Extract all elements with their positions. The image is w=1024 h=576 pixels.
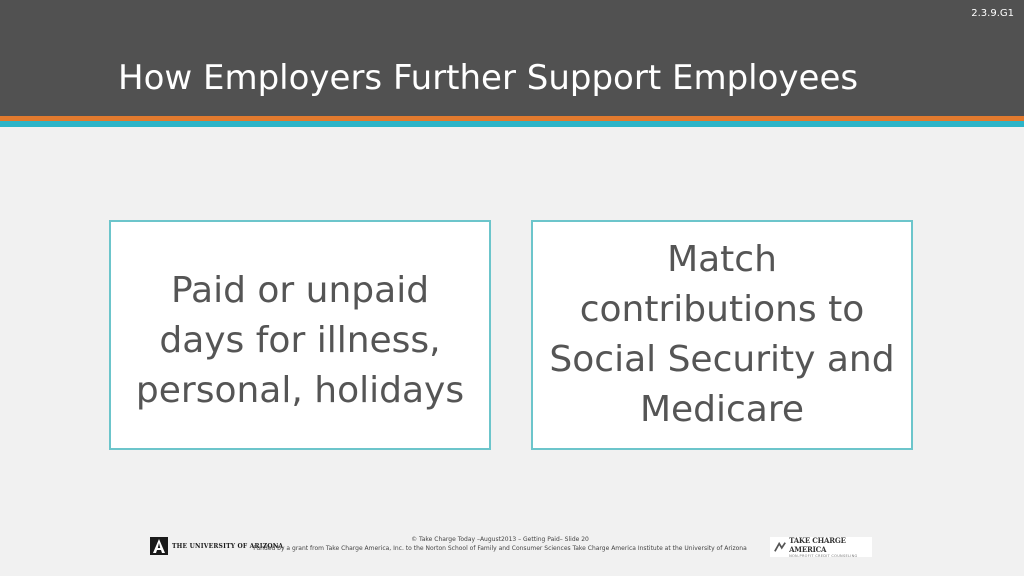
slide-code: 2.3.9.G1 [971,8,1014,19]
slide-title: How Employers Further Support Employees [118,58,859,98]
sponsor-logo-name: TAKE CHARGE AMERICA [789,536,846,554]
teal-divider-stripe [0,121,1024,127]
take-charge-america-logo [770,537,872,557]
university-a-icon [150,537,168,555]
university-logo-text: THE UNIVERSITY OF ARIZONA [172,542,284,550]
benefit-card-match-contributions [531,220,913,450]
footer-funding: Funded by a grant from Take Charge America, Inc. to the Norton School of Family and Consumer Sciences Take Charge America Institute at the University of Arizona [253,545,747,552]
benefit-card-text: Match contributions to Social Security and Medicare [549,239,895,430]
benefit-card-paid-days [109,220,491,450]
benefit-card-text: Paid or unpaid days for illness, personal, holidays [135,270,465,411]
slide-header [0,0,1024,116]
take-charge-swoosh-icon [774,540,786,554]
footer-credits [240,535,760,553]
footer-copyright: © Take Charge Today –August2013 – Getting Paid– Slide 20 [411,536,589,543]
sponsor-logo-subtitle: NON-PROFIT CREDIT COUNSELING [789,554,858,558]
